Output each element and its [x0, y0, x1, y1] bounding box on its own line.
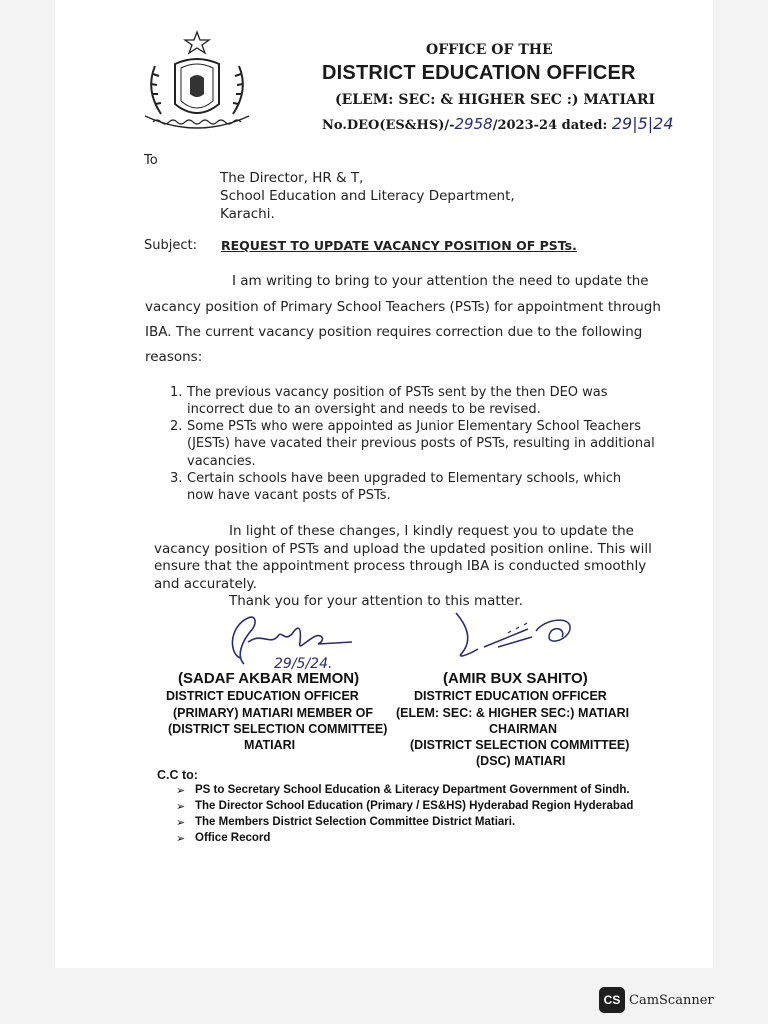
intro-line-1: I am writing to bring to your attention the need to update the [232, 273, 649, 289]
intro-line-4: reasons: [145, 349, 203, 365]
reason-1-line-2: incorrect due to an oversight and needs to be revised. [187, 402, 541, 417]
signatory-right-name: (AMIR BUX SAHITO) [443, 670, 588, 687]
reason-3-line-1: Certain schools have been upgraded to Elementary schools, which [187, 471, 622, 486]
cc-title: C.C to: [157, 768, 198, 782]
reference-handwritten-number: 2958 [454, 115, 493, 133]
signature-left-date: 29/5/24. [274, 656, 333, 672]
cc-item-1: PS to Secretary School Education & Literacy Department Government of Sindh. [195, 784, 630, 796]
signatory-left-line-4: MATIARI [244, 738, 296, 752]
closing-line-1: In light of these changes, I kindly request you to update the [229, 523, 634, 539]
camscanner-logo-icon: CS [599, 987, 625, 1013]
reason-3-line-2: now have vacant posts of PSTs. [187, 488, 391, 503]
subject-label: Subject: [144, 238, 197, 253]
cc-item-3: The Members District Selection Committee District Matiari. [195, 816, 516, 828]
cc-bullet-icon: ➢ [176, 832, 186, 845]
signatory-right-line-2: (ELEM: SEC: & HIGHER SEC:) MATIARI [396, 706, 630, 720]
signatory-right-line-1: DISTRICT EDUCATION OFFICER [414, 689, 607, 703]
letterhead-subtitle: (ELEM: SEC: & HIGHER SEC :) MATIARI [335, 92, 656, 108]
letterhead-title: DISTRICT EDUCATION OFFICER [322, 62, 636, 84]
address-line-2: School Education and Literacy Department, [220, 188, 515, 204]
reason-3-number: 3. [170, 471, 183, 486]
signatory-left-line-1: DISTRICT EDUCATION OFFICER [166, 689, 359, 703]
reason-2-line-2: (JESTs) have vacated their previous posts of PSTs, resulting in additional [187, 436, 655, 451]
reason-1-number: 1. [170, 385, 183, 400]
letterhead-office-of: OFFICE OF THE [426, 42, 553, 58]
reference-number [322, 114, 674, 133]
address-line-3: Karachi. [220, 206, 275, 222]
camscanner-label: CamScanner [629, 992, 714, 1008]
reference-prefix: No.DEO(ES&HS)/- [322, 118, 455, 133]
to-label: To [144, 153, 158, 168]
cc-item-2: The Director School Education (Primary / ES&HS) Hyderabad Region Hyderabad [195, 800, 634, 812]
government-seal-icon [135, 30, 260, 140]
cc-bullet-icon: ➢ [176, 816, 186, 829]
signatory-left-name: (SADAF AKBAR MEMON) [178, 670, 360, 687]
closing-line-3: ensure that the appointment process through IBA is conducted smoothly [154, 558, 647, 574]
intro-line-2: vacancy position of Primary School Teachers (PSTs) for appointment through [145, 299, 661, 315]
signatory-right-line-4: (DISTRICT SELECTION COMMITTEE) [410, 738, 630, 752]
cc-bullet-icon: ➢ [176, 784, 186, 797]
intro-line-3: IBA. The current vacancy position requires correction due to the following [145, 324, 643, 340]
reason-2-line-3: vacancies. [187, 454, 256, 469]
signatory-right-line-3: CHAIRMAN [489, 722, 558, 736]
reason-2-number: 2. [170, 419, 183, 434]
cc-item-4: Office Record [195, 832, 271, 844]
reference-mid: /2023-24 dated: [492, 118, 608, 133]
closing-line-2: vacancy position of PSTs and upload the updated position online. This will [154, 541, 652, 557]
camscanner-watermark [599, 986, 714, 1014]
reference-handwritten-date: 29|5|24 [611, 114, 674, 133]
signatory-left-line-2: (PRIMARY) MATIARI MEMBER OF [173, 706, 373, 720]
subject-text: REQUEST TO UPDATE VACANCY POSITION OF PSTs. [221, 238, 577, 253]
thanks-line: Thank you for your attention to this matter. [229, 593, 523, 609]
address-line-1: The Director, HR & T, [220, 170, 364, 186]
reason-1-line-1: The previous vacancy position of PSTs sent by the then DEO was [187, 385, 608, 400]
signature-right-icon [448, 607, 588, 667]
signatory-right-line-5: (DSC) MATIARI [476, 754, 566, 768]
closing-line-4: and accurately. [154, 576, 257, 592]
signatory-left-line-3: (DISTRICT SELECTION COMMITTEE) [168, 722, 388, 736]
reason-2-line-1: Some PSTs who were appointed as Junior Elementary School Teachers [187, 419, 641, 434]
cc-bullet-icon: ➢ [176, 800, 186, 813]
